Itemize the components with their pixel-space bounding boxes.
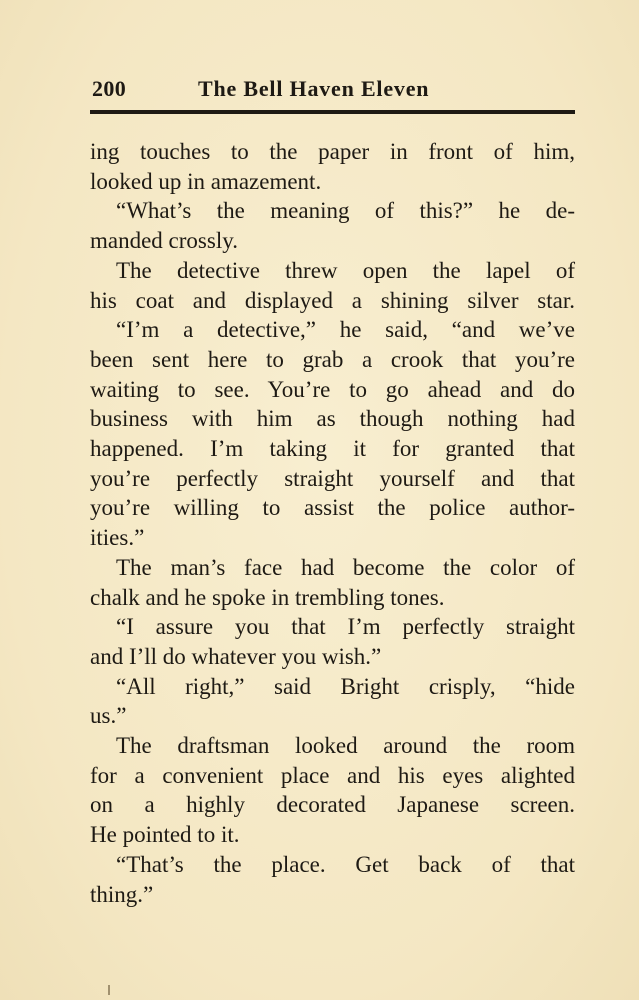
paragraph (90, 256, 575, 315)
paragraph (90, 850, 575, 909)
page-number: 200 (92, 76, 127, 101)
paragraph (90, 196, 575, 255)
text-line: The draftsman looked around the room (116, 733, 575, 759)
paragraph (90, 553, 575, 612)
text-line: chalk and he spoke in trembling tones. (90, 584, 445, 610)
text-line: He pointed to it. (90, 822, 240, 848)
text-line: “What’s the meaning of this?” he de- (116, 198, 575, 224)
page-header (90, 72, 575, 108)
header-rule (90, 110, 575, 114)
text-line: business with him as though nothing had (90, 406, 575, 432)
text-line: been sent here to grab a crook that you’re (90, 346, 575, 372)
page-speck (108, 985, 110, 995)
text-line: on a highly decorated Japanese screen. (90, 792, 575, 818)
text-line: you’re willing to assist the police author- (90, 495, 575, 521)
paragraph (90, 612, 575, 671)
text-line: The man’s face had become the color of (116, 554, 575, 580)
text-line: “I’m a detective,” he said, “and we’ve (116, 317, 575, 343)
text-line: and I’ll do whatever you wish.” (90, 643, 382, 669)
paragraph (90, 672, 575, 731)
text-line: manded crossly. (90, 228, 238, 254)
text-line: ities.” (90, 525, 145, 551)
text-line: “I assure you that I’m perfectly straight (116, 614, 575, 640)
text-line: The detective threw open the lapel of (116, 257, 575, 283)
text-line: “That’s the place. Get back of that (116, 851, 575, 877)
paragraph (90, 731, 575, 850)
paragraph (90, 137, 575, 196)
text-line: you’re perfectly straight yourself and that (90, 465, 575, 491)
running-head: The Bell Haven Eleven (198, 76, 430, 101)
paragraph (90, 315, 575, 553)
text-line: looked up in amazement. (90, 168, 322, 194)
text-line: for a convenient place and his eyes alighted (90, 762, 575, 788)
text-line: “All right,” said Bright crisply, “hide (116, 673, 575, 699)
text-line: ing touches to the paper in front of him, (90, 139, 575, 164)
text-line: his coat and displayed a shining silver star. (90, 287, 575, 313)
body-text (90, 137, 575, 909)
text-line: happened. I’m taking it for granted that (90, 436, 575, 462)
text-line: waiting to see. You’re to go ahead and do (90, 376, 575, 402)
text-line: us.” (90, 703, 127, 729)
text-line: thing.” (90, 881, 154, 907)
